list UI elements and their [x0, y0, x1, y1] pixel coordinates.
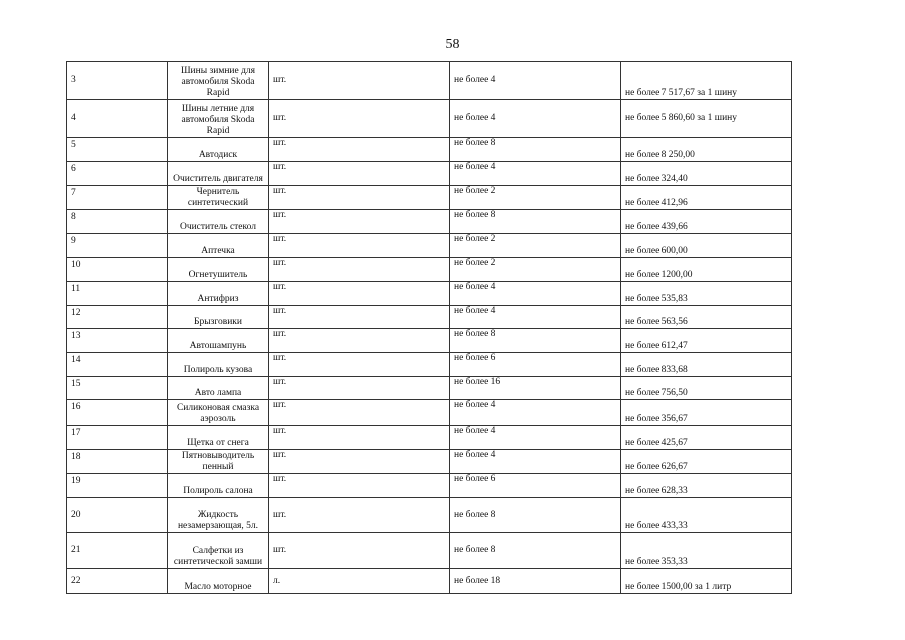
- quantity: не более 2: [450, 258, 621, 282]
- table-row: [67, 533, 792, 569]
- max-price: не более 353,33: [621, 533, 792, 569]
- quantity: не более 4: [450, 306, 621, 329]
- table-row: [67, 306, 792, 329]
- table-row: [67, 186, 792, 210]
- max-price: не более 439,66: [621, 210, 792, 234]
- row-number: 11: [67, 282, 168, 306]
- row-number: 10: [67, 258, 168, 282]
- goods-table: [66, 61, 792, 594]
- item-name: Шины зимние для автомобиля Skoda Rapid: [168, 62, 269, 100]
- unit-of-measure: шт.: [269, 450, 450, 474]
- quantity: не более 4: [450, 450, 621, 474]
- item-name: Авто лампа: [168, 377, 269, 400]
- unit-of-measure: шт.: [269, 162, 450, 186]
- unit-of-measure: шт.: [269, 400, 450, 426]
- row-number: 20: [67, 498, 168, 533]
- item-name: Полироль кузова: [168, 353, 269, 377]
- max-price: не более 356,67: [621, 400, 792, 426]
- row-number: 4: [67, 100, 168, 138]
- item-name: Огнетушитель: [168, 258, 269, 282]
- unit-of-measure: л.: [269, 569, 450, 594]
- table-row: [67, 138, 792, 162]
- unit-of-measure: шт.: [269, 100, 450, 138]
- unit-of-measure: шт.: [269, 474, 450, 498]
- row-number: 13: [67, 329, 168, 353]
- quantity: не более 8: [450, 329, 621, 353]
- max-price: не более 628,33: [621, 474, 792, 498]
- quantity: не более 4: [450, 282, 621, 306]
- row-number: 22: [67, 569, 168, 594]
- unit-of-measure: шт.: [269, 498, 450, 533]
- row-number: 15: [67, 377, 168, 400]
- item-name: Чернитель синтетический: [168, 186, 269, 210]
- row-number: 8: [67, 210, 168, 234]
- quantity: не более 18: [450, 569, 621, 594]
- row-number: 19: [67, 474, 168, 498]
- item-name: Брызговики: [168, 306, 269, 329]
- table-row: [67, 498, 792, 533]
- quantity: не более 4: [450, 62, 621, 100]
- table-row: [67, 400, 792, 426]
- row-number: 9: [67, 234, 168, 258]
- unit-of-measure: шт.: [269, 186, 450, 210]
- table-row: [67, 329, 792, 353]
- max-price: не более 7 517,67 за 1 шину: [621, 62, 792, 100]
- unit-of-measure: шт.: [269, 234, 450, 258]
- unit-of-measure: шт.: [269, 210, 450, 234]
- max-price: не более 425,67: [621, 426, 792, 450]
- row-number: 3: [67, 62, 168, 100]
- item-name: Жидкость незамерзающая, 5л.: [168, 498, 269, 533]
- table-row: [67, 474, 792, 498]
- table-row: [67, 162, 792, 186]
- unit-of-measure: шт.: [269, 258, 450, 282]
- quantity: не более 8: [450, 138, 621, 162]
- quantity: не более 16: [450, 377, 621, 400]
- table-row: [67, 426, 792, 450]
- item-name: Автодиск: [168, 138, 269, 162]
- quantity: не более 8: [450, 498, 621, 533]
- unit-of-measure: шт.: [269, 533, 450, 569]
- item-name: Пятновыводитель пенный: [168, 450, 269, 474]
- max-price: не более 1500,00 за 1 литр: [621, 569, 792, 594]
- unit-of-measure: шт.: [269, 329, 450, 353]
- table-row: [67, 282, 792, 306]
- table-row: [67, 210, 792, 234]
- row-number: 18: [67, 450, 168, 474]
- row-number: 12: [67, 306, 168, 329]
- table-row: [67, 569, 792, 594]
- max-price: не более 612,47: [621, 329, 792, 353]
- row-number: 7: [67, 186, 168, 210]
- item-name: Аптечка: [168, 234, 269, 258]
- unit-of-measure: шт.: [269, 282, 450, 306]
- unit-of-measure: шт.: [269, 62, 450, 100]
- max-price: не более 535,83: [621, 282, 792, 306]
- quantity: не более 2: [450, 234, 621, 258]
- unit-of-measure: шт.: [269, 353, 450, 377]
- row-number: 17: [67, 426, 168, 450]
- row-number: 16: [67, 400, 168, 426]
- item-name: Автошампунь: [168, 329, 269, 353]
- item-name: Очиститель двигателя: [168, 162, 269, 186]
- row-number: 5: [67, 138, 168, 162]
- max-price: не более 833,68: [621, 353, 792, 377]
- max-price: не более 433,33: [621, 498, 792, 533]
- max-price: не более 1200,00: [621, 258, 792, 282]
- row-number: 6: [67, 162, 168, 186]
- quantity: не более 4: [450, 426, 621, 450]
- unit-of-measure: шт.: [269, 306, 450, 329]
- max-price: не более 8 250,00: [621, 138, 792, 162]
- item-name: Силиконовая смазка аэрозоль: [168, 400, 269, 426]
- quantity: не более 4: [450, 100, 621, 138]
- quantity: не более 8: [450, 533, 621, 569]
- table-row: [67, 377, 792, 400]
- unit-of-measure: шт.: [269, 426, 450, 450]
- max-price: не более 626,67: [621, 450, 792, 474]
- item-name: Полироль салона: [168, 474, 269, 498]
- table-row: [67, 100, 792, 138]
- item-name: Антифриз: [168, 282, 269, 306]
- max-price: не более 600,00: [621, 234, 792, 258]
- item-name: Салфетки из синтетической замши: [168, 533, 269, 569]
- quantity: не более 4: [450, 162, 621, 186]
- item-name: Очиститель стекол: [168, 210, 269, 234]
- table-row: [67, 62, 792, 100]
- quantity: не более 6: [450, 353, 621, 377]
- table-body: [67, 62, 792, 594]
- max-price: не более 563,56: [621, 306, 792, 329]
- item-name: Щетка от снега: [168, 426, 269, 450]
- quantity: не более 2: [450, 186, 621, 210]
- table-row: [67, 353, 792, 377]
- table-row: [67, 258, 792, 282]
- max-price: не более 324,40: [621, 162, 792, 186]
- max-price: не более 412,96: [621, 186, 792, 210]
- item-name: Шины летние для автомобиля Skoda Rapid: [168, 100, 269, 138]
- unit-of-measure: шт.: [269, 138, 450, 162]
- row-number: 21: [67, 533, 168, 569]
- row-number: 14: [67, 353, 168, 377]
- unit-of-measure: шт.: [269, 377, 450, 400]
- max-price: не более 756,50: [621, 377, 792, 400]
- quantity: не более 8: [450, 210, 621, 234]
- item-name: Масло моторное: [168, 569, 269, 594]
- page-number: 58: [445, 37, 460, 52]
- quantity: не более 6: [450, 474, 621, 498]
- quantity: не более 4: [450, 400, 621, 426]
- max-price: не более 5 860,60 за 1 шину: [621, 100, 792, 138]
- table-row: [67, 234, 792, 258]
- table-row: [67, 450, 792, 474]
